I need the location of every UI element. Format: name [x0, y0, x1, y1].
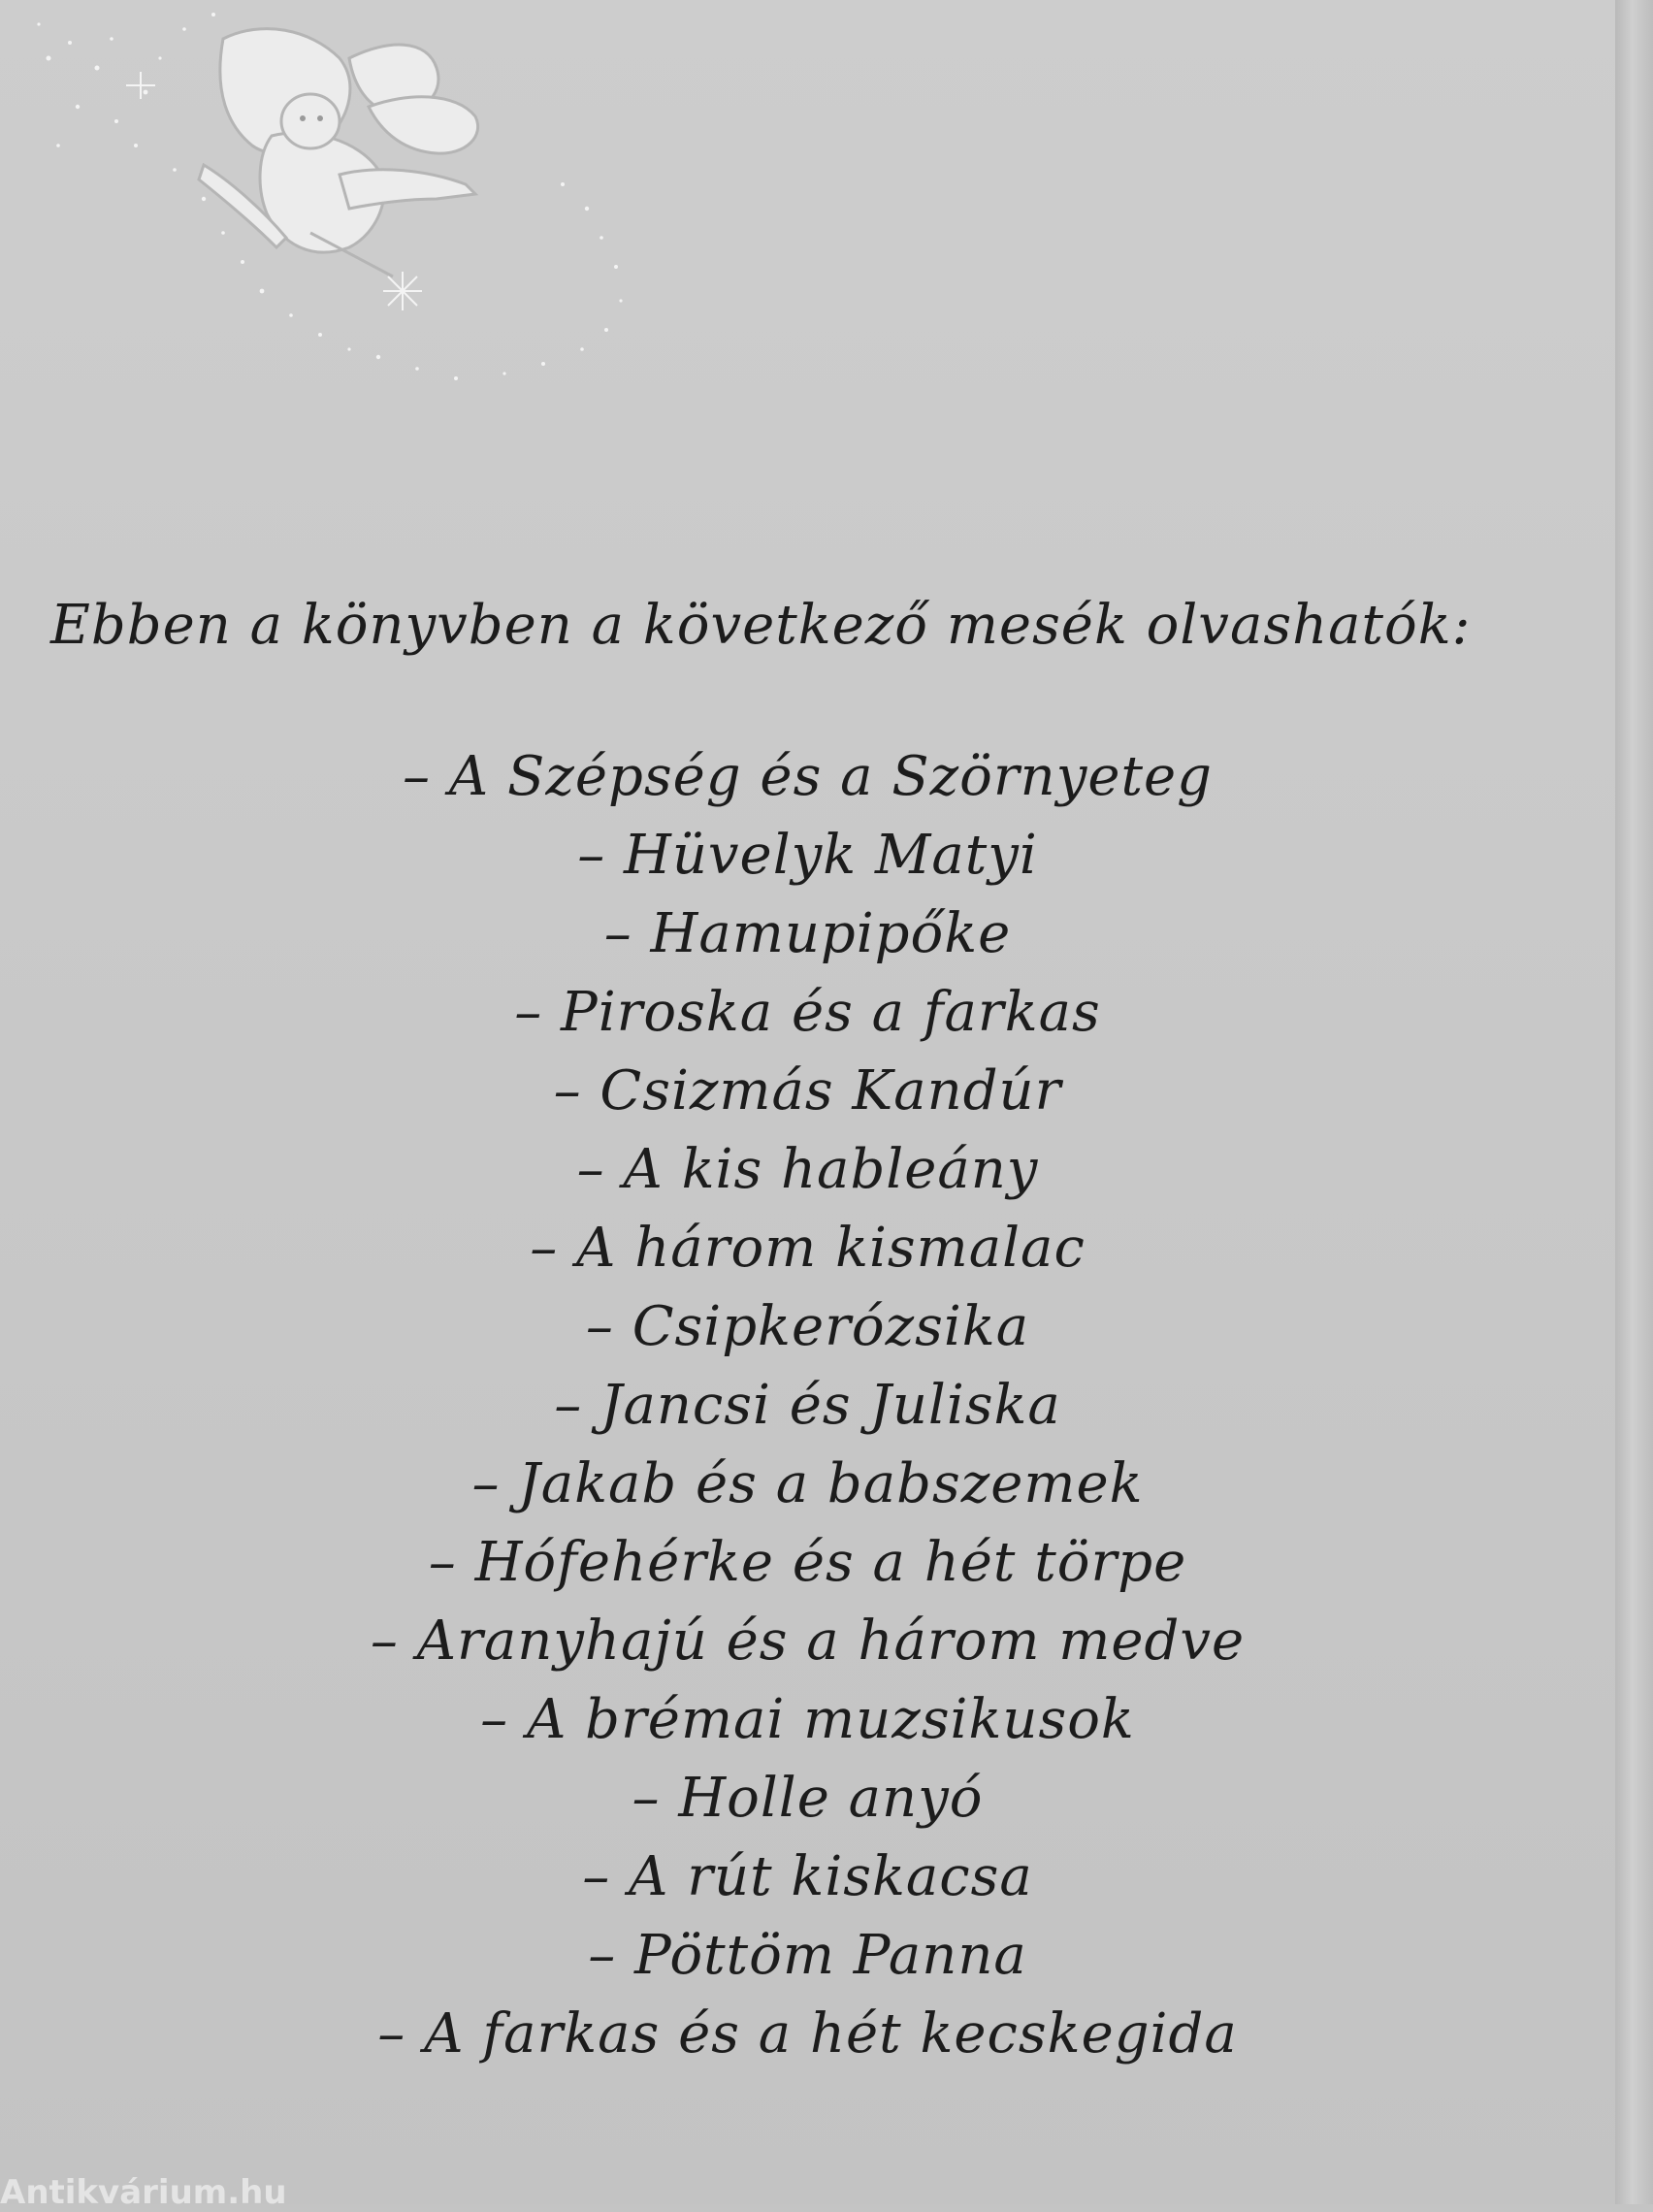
contents-intro: Ebben a könyvben a következő mesék olvashatók:	[50, 594, 1472, 657]
list-item: – A három kismalac	[530, 1217, 1086, 1280]
list-item: – A rút kiskacsa	[582, 1845, 1033, 1908]
list-item: – A farkas és a hét kecskegida	[377, 2002, 1238, 2066]
list-item: – Aranyhajú és a három medve	[370, 1610, 1246, 1673]
list-item: – Hüvelyk Matyi	[577, 824, 1038, 887]
list-item: – Hamupipőke	[603, 902, 1012, 965]
watermark: Antikvárium.hu	[0, 2173, 287, 2212]
list-item: – A kis hableány	[576, 1138, 1039, 1201]
page-edge	[1615, 0, 1653, 2204]
list-item: – Csizmás Kandúr	[553, 1059, 1062, 1122]
list-item: – Piroska és a farkas	[514, 981, 1101, 1044]
list-item: – A Szépség és a Szörnyeteg	[403, 745, 1213, 808]
list-item: – Hófehérke és a hét törpe	[428, 1531, 1187, 1594]
list-item: – Csipkerózsika	[585, 1295, 1030, 1358]
story-list	[0, 737, 1615, 2073]
list-item: – Pöttöm Panna	[588, 1924, 1027, 1987]
list-item: – Holle anyó	[632, 1767, 984, 1830]
list-item: – Jancsi és Juliska	[554, 1374, 1061, 1437]
fairy-illustration	[19, 0, 640, 407]
list-item: – A brémai muzsikusok	[480, 1688, 1135, 1751]
list-item: – Jakab és a babszemek	[471, 1452, 1144, 1515]
